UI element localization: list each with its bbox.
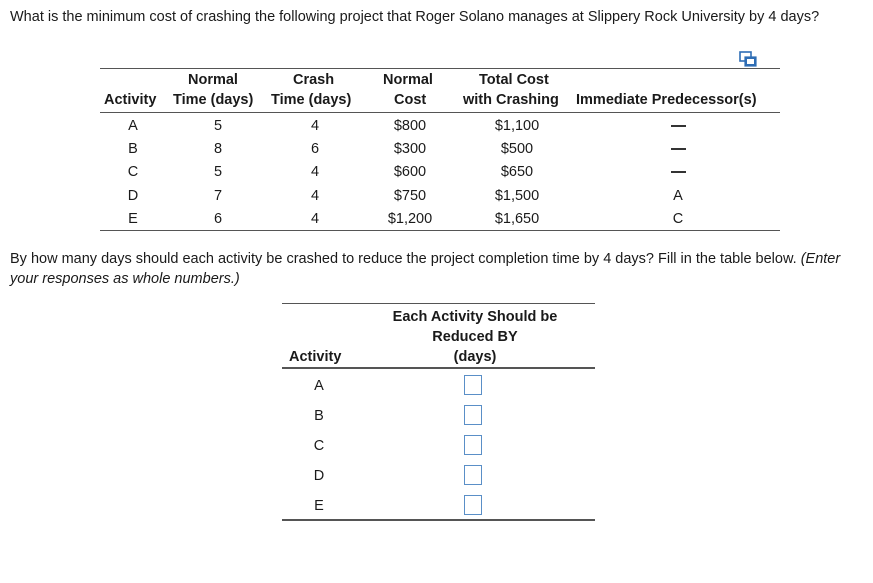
header-reduce-line1: Each Activity Should be	[392, 309, 558, 325]
header-crash-time-top: Crash	[293, 72, 335, 88]
header-predecessor: Immediate Predecessor(s)	[576, 92, 757, 108]
activity-cell: B	[128, 141, 138, 157]
activity-cell: E	[128, 211, 138, 227]
answer-activity-label: E	[314, 498, 324, 514]
crash-time-cell: 4	[310, 118, 320, 134]
crash-time-cell: 4	[310, 164, 320, 180]
activity-cell: C	[127, 164, 139, 180]
header-reduce-line2: Reduced BY	[432, 329, 518, 345]
header-normal-time-bottom: Time (days)	[173, 92, 254, 108]
predecessor-cell: C	[672, 211, 684, 227]
answer-activity-label: A	[314, 378, 324, 394]
reduce-days-input-b[interactable]	[464, 405, 482, 425]
normal-cost-cell: $750	[393, 188, 427, 204]
reduce-days-input-c[interactable]	[464, 435, 482, 455]
question-text-2: By how many days should each activity be crashed to reduce the project completion time by 4 days? Fill in the table below.	[10, 251, 797, 267]
table-bottom-rule	[100, 230, 780, 231]
total-cost-cell: $500	[500, 141, 534, 157]
normal-time-cell: 5	[213, 164, 223, 180]
table-header-rule	[100, 112, 780, 113]
activity-cell: D	[127, 188, 139, 204]
table-top-rule	[100, 68, 780, 69]
answer-activity-label: D	[313, 468, 325, 484]
header-normal-cost-top: Normal	[383, 72, 433, 88]
normal-cost-cell: $600	[393, 164, 427, 180]
header-total-cost-bottom: with Crashing	[463, 92, 559, 108]
predecessor-none-dash	[668, 139, 688, 159]
answer-activity-label: C	[313, 438, 325, 454]
crash-time-cell: 4	[310, 211, 320, 227]
instruction-text	[10, 249, 860, 289]
crash-time-cell: 6	[310, 141, 320, 157]
normal-cost-cell: $1,200	[387, 211, 433, 227]
question-text: What is the minimum cost of crashing the following project that Roger Solano manages at Slippery Rock University by 4 days?	[10, 9, 820, 25]
answer-table-top-rule	[282, 303, 595, 304]
reduce-days-input-e[interactable]	[464, 495, 482, 515]
normal-time-cell: 8	[213, 141, 223, 157]
header-crash-time-bottom: Time (days)	[271, 92, 352, 108]
reduce-days-input-a[interactable]	[464, 375, 482, 395]
total-cost-cell: $650	[500, 164, 534, 180]
total-cost-cell: $1,500	[494, 188, 540, 204]
answer-table-bottom-rule	[282, 519, 595, 521]
normal-cost-cell: $800	[393, 118, 427, 134]
activity-cell: A	[128, 118, 138, 134]
header-normal-cost-bottom: Cost	[394, 92, 427, 108]
total-cost-cell: $1,650	[494, 211, 540, 227]
normal-time-cell: 5	[213, 118, 223, 134]
answer-activity-label: B	[314, 408, 324, 424]
answer-table	[282, 301, 595, 522]
predecessor-none-dash	[668, 162, 688, 182]
header-reduce-line3: (days)	[453, 349, 497, 365]
header-normal-time-top: Normal	[188, 72, 238, 88]
crash-time-cell: 4	[310, 188, 320, 204]
normal-time-cell: 6	[213, 211, 223, 227]
header-activity: Activity	[289, 349, 342, 365]
answer-table-header-rule	[282, 367, 595, 369]
header-activity: Activity	[104, 92, 157, 108]
predecessor-none-dash	[668, 116, 688, 136]
normal-cost-cell: $300	[393, 141, 427, 157]
predecessor-cell: A	[673, 188, 683, 204]
reduce-days-input-d[interactable]	[464, 465, 482, 485]
copy-table-icon[interactable]	[739, 51, 757, 67]
entry-instruction: (Enter your responses as whole numbers.)	[10, 251, 841, 287]
total-cost-cell: $1,100	[494, 118, 540, 134]
normal-time-cell: 7	[213, 188, 223, 204]
header-total-cost-top: Total Cost	[479, 72, 549, 88]
